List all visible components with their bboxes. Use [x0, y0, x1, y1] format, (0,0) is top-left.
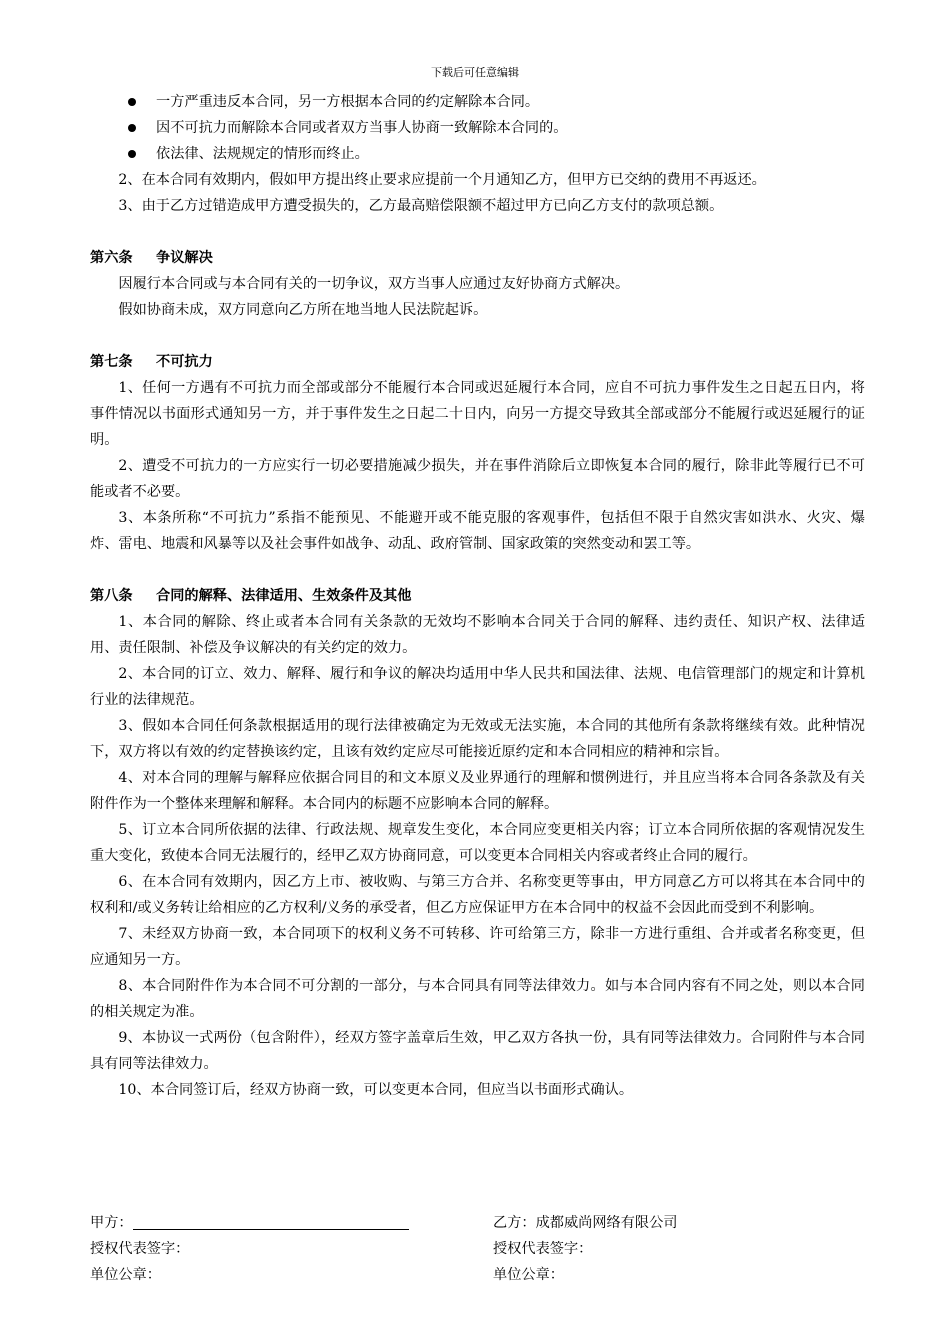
paragraph: 2、本合同的订立、效力、解释、履行和争议的解决均适用中华人民共和国法律、法规、电信管理部门的规定和计算机行业的法律规范。 [90, 666, 865, 708]
section-heading [90, 245, 865, 271]
paragraph: 8、本合同附件作为本合同不可分割的一部分，与本合同具有同等法律效力。如与本合同内容有不同之处，则以本合同的相关规定为准。 [90, 978, 865, 1020]
page-header: 下载后可任意编辑 [431, 66, 519, 79]
paragraph: 3、本条所称“不可抗力”系指不能预见、不能避开或不能克服的客观事件，包括但不限于自然灾害如洪水、火灾、爆炸、雷电、地震和风暴等以及社会事件如战争、动乱、政府管制、国家政策的突然变动和罢工等。 [90, 510, 865, 552]
paragraph: 6、在本合同有效期内，因乙方上市、被收购、与第三方合并、名称变更等事由，甲方同意乙方可以将其在本合同中的权利和/或义务转让给相应的乙方权利/义务的承受者，但乙方应保证甲方在本合同中的权益不会因此而受到不利影响。 [90, 874, 865, 916]
bullet-dot-icon [128, 150, 136, 158]
bullet-text: 一方严重违反本合同，另一方根据本合同的约定解除本合同。 [156, 94, 540, 110]
section-number: 第六条 [90, 250, 133, 266]
paragraph: 1、任何一方遇有不可抗力而全部或部分不能履行本合同或迟延履行本合同，应自不可抗力事件发生之日起五日内，将事件情况以书面形式通知另一方，并于事件发生之日起二十日内，向另一方提交导致其全部或部分不能履行或迟延履行的证明。 [90, 380, 865, 448]
signature-row-rep [90, 1236, 890, 1262]
content [90, 89, 865, 1103]
rep-b-label: 授权代表签字： [493, 1241, 593, 1257]
seal-b-label: 单位公章： [493, 1267, 564, 1283]
paragraph: 1、本合同的解除、终止或者本合同有关条款的无效均不影响本合同关于合同的解释、违约责任、知识产权、法律适用、责任限制、补偿及争议解决的有关约定的效力。 [90, 614, 865, 656]
section-title: 不可抗力 [156, 354, 213, 370]
paragraph: 10、本合同签订后，经双方协商一致，可以变更本合同，但应当以书面形式确认。 [118, 1082, 634, 1098]
paragraph: 5、订立本合同所依据的法律、行政法规、规章发生变化，本合同应变更相关内容；订立本合同所依据的客观情况发生重大变化，致使本合同无法履行的，经甲乙双方协商同意，可以变更本合同相关内容或者终止合同的履行。 [90, 822, 865, 864]
paragraph: 9、本协议一式两份（包含附件），经双方签字盖章后生效，甲乙双方各执一份，具有同等法律效力。合同附件与本合同具有同等法律效力。 [90, 1030, 865, 1072]
bullet-item [90, 89, 865, 115]
seal-a-label: 单位公章： [90, 1267, 161, 1283]
rep-a-label: 授权代表签字： [90, 1241, 190, 1257]
paragraph: 3、假如本合同任何条款根据适用的现行法律被确定为无效或无法实施，本合同的其他所有条款将继续有效。此种情况下，双方将以有效的约定替换该约定，且该有效约定应尽可能接近原约定和本合同相应的精神和宗旨。 [90, 718, 865, 760]
bullet-item [90, 115, 865, 141]
section-heading [90, 349, 865, 375]
paragraph: 因履行本合同或与本合同有关的一切争议，双方当事人应通过友好协商方式解决。 [118, 276, 630, 292]
section-heading [90, 583, 865, 609]
party-a-label: 甲方： [90, 1215, 133, 1231]
bullet-dot-icon [128, 124, 136, 132]
party-b: 乙方：成都威尚网络有限公司 [493, 1215, 678, 1231]
paragraph: 3、由于乙方过错造成甲方遭受损失的，乙方最高赔偿限额不超过甲方已向乙方支付的款项总额。 [118, 198, 724, 214]
bullet-text: 因不可抗力而解除本合同或者双方当事人协商一致解除本合同的。 [156, 120, 568, 136]
section-title: 争议解决 [156, 250, 213, 266]
signature-block [90, 1210, 890, 1288]
bullet-text: 依法律、法规规定的情形而终止。 [156, 146, 369, 162]
bullet-item [90, 141, 865, 167]
section-number: 第七条 [90, 354, 133, 370]
section-number: 第八条 [90, 588, 133, 604]
paragraph: 7、未经双方协商一致，本合同项下的权利义务不可转移、许可给第三方，除非一方进行重组、合并或者名称变更，但应通知另一方。 [90, 926, 865, 968]
party-a-signature-line [133, 1212, 409, 1230]
section-title: 合同的解释、法律适用、生效条件及其他 [156, 588, 412, 604]
paragraph: 假如协商未成，双方同意向乙方所在地当地人民法院起诉。 [118, 302, 488, 318]
party-a [90, 1210, 409, 1236]
signature-row-seal [90, 1262, 890, 1288]
paragraph: 4、对本合同的理解与解释应依据合同目的和文本原义及业界通行的理解和惯例进行，并且应当将本合同各条款及有关附件作为一个整体来理解和解释。本合同内的标题不应影响本合同的解释。 [90, 770, 865, 812]
paragraph: 2、在本合同有效期内，假如甲方提出终止要求应提前一个月通知乙方，但甲方已交纳的费用不再返还。 [118, 172, 766, 188]
paragraph: 2、遭受不可抗力的一方应实行一切必要措施减少损失，并在事件消除后立即恢复本合同的履行，除非此等履行已不可能或者不必要。 [90, 458, 865, 500]
bullet-dot-icon [128, 98, 136, 106]
signature-row-party [90, 1210, 890, 1236]
